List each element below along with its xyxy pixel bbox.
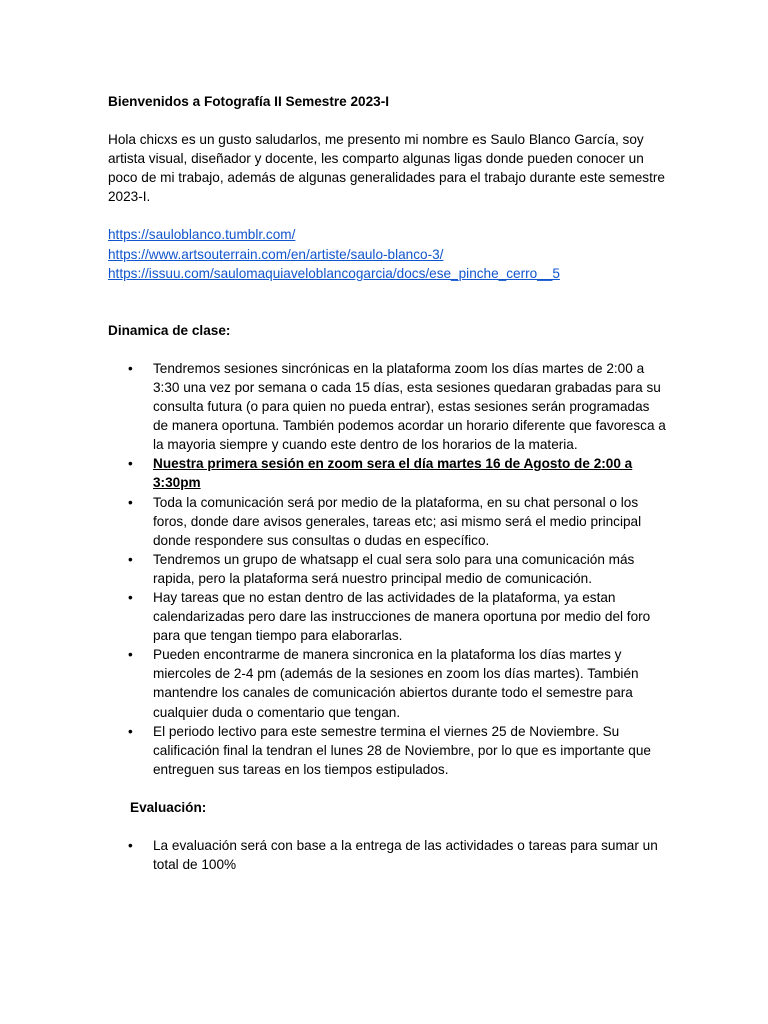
list-item-text: Tendremos sesiones sincrónicas en la plataforma zoom los días martes de 2:00 a 3:30 una vez por semana o cada 15 días, esta sesiones quedaran grabadas para su consulta futura (o para quien no pueda entrar), estas sesiones serán programadas de manera oportuna. También podemos acordar un horario diferente que favoresca a la mayoria siempre y cuando este dentro de los horarios de la materia. (153, 360, 666, 453)
bullet-icon: • (128, 360, 133, 376)
list-item-text: La evaluación será con base a la entrega de las actividades o tareas para sumar un total de 100% (153, 838, 658, 873)
list-item (108, 722, 668, 779)
list-item (108, 359, 668, 454)
links-list (108, 225, 668, 282)
dinamica-heading: Dinamica de clase: (108, 322, 231, 338)
first-session-notice: Nuestra primera sesión en zoom sera el día martes 16 de Agosto de 2:00 a 3:30pm (153, 456, 633, 491)
bullet-icon: • (128, 838, 133, 853)
list-item (108, 493, 668, 550)
bullet-icon: • (128, 456, 133, 472)
list-item-text: Toda la comunicación será por medio de la plataforma, en su chat personal o los foros, donde dare avisos generales, tareas etc; asi mismo será el medio principal donde respondere sus consultas o dudas en específico. (153, 494, 642, 548)
list-item-text: Pueden encontrarme de manera sincronica en la plataforma los días martes y miercoles de 2-4 pm (además de la sesiones en zoom los días martes). También mantendre los canales de comunicación abiertos durante todo el semestre para cualquier duda o comentario que tengan. (153, 647, 639, 720)
list-item-text: El periodo lectivo para este semestre termina el viernes 25 de Noviembre. Su calificación final la tendran el lunes 28 de Noviembre, por lo que es importante que entreguen sus tareas en los tiempos estipulados. (153, 723, 651, 777)
dinamica-list (108, 359, 668, 779)
bullet-icon: • (128, 589, 133, 605)
list-item (108, 454, 668, 492)
document-title: Bienvenidos a Fotografía II Semestre 2023-I (108, 94, 390, 109)
intro-paragraph: Hola chicxs es un gusto saludarlos, me presento mi nombre es Saulo Blanco García, soy artista visual, diseñador y docente, les comparto algunas ligas donde pueden conocer un poco de mi trabajo, además de algunas generalidades para el trabajo durante este semestre 2023-I. (108, 132, 665, 205)
bullet-icon: • (128, 551, 133, 567)
list-item (108, 588, 668, 645)
list-item (108, 645, 668, 721)
link-issuu[interactable]: https://issuu.com/saulomaquiaveloblancogarcia/docs/ese_pinche_cerro__5 (108, 265, 560, 281)
evaluacion-list (108, 836, 668, 874)
bullet-icon: • (128, 723, 133, 739)
bullet-icon: • (128, 494, 133, 510)
list-item (108, 550, 668, 588)
dinamica-section (108, 321, 668, 779)
link-artsouterrain[interactable]: https://www.artsouterrain.com/en/artiste/saulo-blanco-3/ (108, 246, 444, 262)
list-item-text: Tendremos un grupo de whatsapp el cual sera solo para una comunicación más rapida, pero la plataforma será nuestro principal medio de comunicación. (153, 551, 635, 586)
list-item-text: Hay tareas que no estan dentro de las actividades de la plataforma, ya estan calendarizadas pero dare las instrucciones de manera oportuna por medio del foro para que tengan tiempo para elaborarlas. (153, 589, 651, 644)
document-page (108, 92, 668, 874)
link-tumblr[interactable]: https://sauloblanco.tumblr.com/ (108, 227, 296, 243)
bullet-icon: • (128, 647, 133, 663)
list-item (108, 836, 668, 874)
evaluacion-heading: Evaluación: (130, 799, 207, 815)
